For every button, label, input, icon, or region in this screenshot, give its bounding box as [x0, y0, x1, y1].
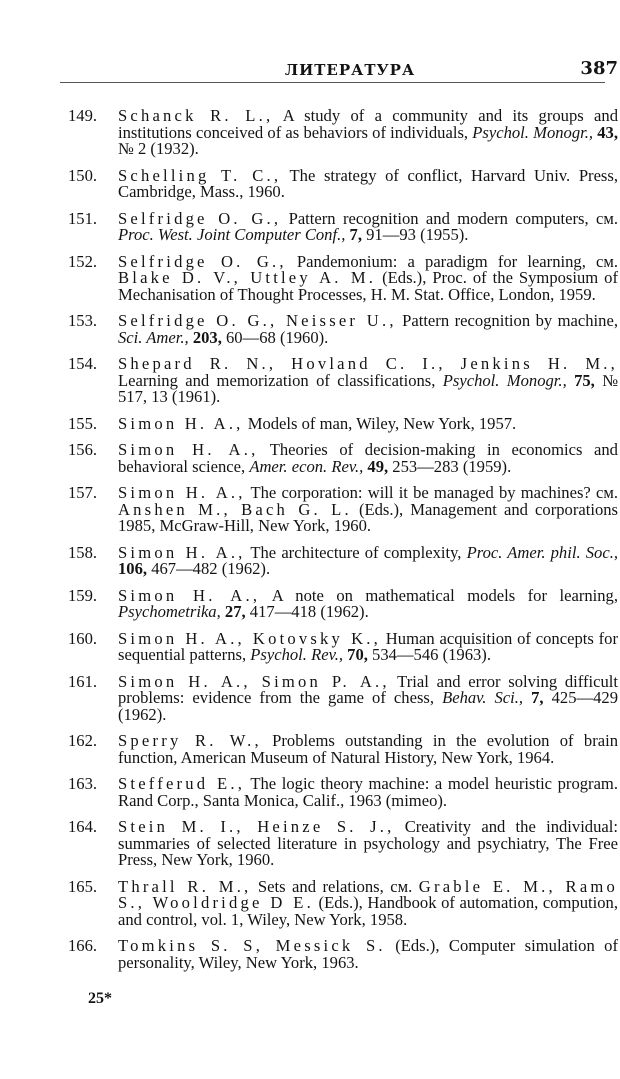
reference-151: [68, 208, 618, 244]
reference-text: The logic theory machine: a model heuristic program. Rand Corp., Santa Monica, Calif., 1963 (mimeo).: [118, 774, 618, 810]
reference-150: [68, 165, 618, 201]
reference-tail: № 517, 13 (1961).: [118, 370, 619, 406]
reference-text: Trial and error solving difficult problems: evidence from the game of chess,: [118, 671, 618, 707]
reference-volume: 106,: [118, 559, 148, 578]
reference-author: Selfridge O. G.,: [118, 208, 282, 228]
reference-155: [68, 413, 618, 433]
reference-number: 153.: [68, 311, 98, 330]
reference-author: Thrall R. M.,: [118, 876, 252, 896]
reference-text: (Eds.), Computer simulation of personality, Wiley, New York, 1963.: [118, 936, 618, 972]
reference-number: 152.: [68, 251, 98, 271]
reference-source: Proc. West. Joint Computer Conf.,: [118, 225, 346, 244]
reference-164: [68, 819, 618, 869]
reference-author: Simon H. A.,: [118, 542, 246, 562]
reference-tail: 467—482 (1962).: [147, 559, 271, 578]
reference-author: Selfridge O. G., Neisser U.,: [118, 311, 397, 330]
reference-list: [68, 108, 618, 981]
reference-source: Proc. Amer. phil. Soc.,: [466, 542, 618, 562]
reference-text: Pattern recognition and modern computers, см.: [281, 208, 618, 228]
reference-volume: 27,: [220, 602, 246, 621]
reference-tail: 91—93 (1955).: [361, 225, 469, 244]
reference-number: 154.: [68, 354, 98, 373]
reference-source: Psychol. Monogr.,: [442, 370, 567, 390]
header-title: ЛИТЕРАТУРА: [284, 61, 416, 79]
running-header: [60, 58, 620, 88]
reference-author: Shepard R. N., Hovland C. I., Jenkins H. M.,: [118, 354, 618, 373]
reference-author: Simon H. A., Kotovsky K.,: [118, 628, 381, 648]
reference-source: Sci. Amer.,: [118, 327, 189, 347]
reference-author: Sperry R. W.,: [118, 731, 262, 750]
reference-160: [68, 628, 618, 664]
reference-author: Simon H. A.,: [118, 440, 259, 459]
reference-number: 155.: [68, 413, 98, 433]
reference-number: 151.: [68, 208, 98, 228]
reference-154: [68, 356, 618, 406]
reference-volume: 7,: [523, 688, 544, 707]
reference-number: 160.: [68, 628, 98, 648]
reference-number: 163.: [68, 774, 98, 793]
reference-source: Behav. Sci.,: [442, 688, 524, 707]
reference-tail: № 2 (1932).: [118, 139, 199, 158]
reference-author: Simon H. A.,: [118, 483, 246, 502]
reference-text: Human acquisition of concepts for sequential patterns,: [118, 628, 618, 664]
reference-author: Simon H. A., Simon P. A.,: [118, 671, 390, 691]
reference-159: [68, 585, 618, 621]
reference-editors: Blake D. V., Uttley A. M.: [118, 268, 377, 287]
reference-number: 166.: [68, 936, 98, 955]
reference-text: Problems outstanding in the evolution of brain function, American Museum of Natural History, New York, 1964.: [118, 731, 618, 767]
reference-editors: Grable E. M., Ramo S., Wooldridge D E.: [118, 876, 618, 912]
reference-text: A study of a community and its groups and institutions conceived of as behaviors of individuals,: [118, 106, 618, 142]
reference-text: Sets and relations, см.: [251, 876, 419, 896]
reference-text: Pandemonium: a paradigm for learning, см.: [286, 251, 618, 271]
reference-text: Learning and memorization of classifications,: [118, 370, 443, 390]
reference-number: 158.: [68, 542, 98, 562]
reference-author: Stein M. I., Heinze S. J.,: [118, 817, 395, 836]
reference-volume: 49,: [363, 456, 389, 476]
reference-volume: 43,: [593, 122, 618, 142]
reference-author: Schanck R. L.,: [118, 106, 274, 125]
reference-number: 162.: [68, 731, 98, 750]
reference-text: Pattern recognition by machine,: [396, 311, 618, 330]
reference-tail: 425—429 (1962).: [118, 688, 618, 724]
reference-161: [68, 671, 618, 724]
header-rule: [60, 82, 605, 83]
reference-165: [68, 876, 618, 929]
reference-number: 149.: [68, 106, 98, 125]
reference-number: 157.: [68, 483, 98, 502]
reference-number: 156.: [68, 440, 98, 459]
reference-tail: 60—68 (1960).: [221, 327, 329, 347]
reference-number: 161.: [68, 671, 98, 691]
reference-volume: 7,: [345, 225, 362, 244]
reference-text-continued: (Eds.), Management and corporations 1985, McGraw-Hill, New York, 1960.: [118, 499, 618, 535]
reference-text: The architecture of complexity,: [245, 542, 467, 562]
reference-number: 150.: [68, 165, 98, 185]
reference-text-continued: (Eds.), Proc. of the Symposium of Mechanisation of Thought Processes, H. M. Stat. Office, London, 1959.: [118, 268, 618, 304]
reference-156: [68, 442, 618, 475]
reference-157: [68, 485, 618, 535]
reference-author: Stefferud E.,: [118, 774, 246, 793]
reference-author: Schelling T. C.,: [118, 165, 282, 185]
printer-signature-mark: 25*: [88, 990, 112, 1007]
reference-author: Selfridge O. G.,: [118, 251, 287, 271]
reference-editors: Anshen M., Bach G. L.: [118, 499, 352, 519]
reference-tail: 417—418 (1962).: [245, 602, 369, 621]
reference-tail: 534—546 (1963).: [367, 645, 491, 664]
reference-number: 164.: [68, 817, 98, 836]
reference-153: [68, 313, 618, 346]
reference-166: [68, 938, 618, 971]
page-number: 387: [580, 58, 618, 79]
reference-149: [68, 108, 618, 158]
reference-source: Psychometrika,: [118, 602, 221, 621]
reference-source: Amer. econ. Rev.,: [249, 456, 364, 476]
reference-source: Psychol. Rev.,: [250, 645, 344, 664]
reference-author: Tomkins S. S, Messick S.: [118, 936, 386, 955]
reference-tail: 253—283 (1959).: [388, 456, 512, 476]
reference-158: [68, 542, 618, 578]
reference-162: [68, 733, 618, 766]
reference-text: Creativity and the individual: summaries of selected literature in psychology and psychiatry, The Free Press, New York, 1960.: [118, 817, 618, 869]
reference-number: 159.: [68, 585, 98, 605]
reference-163: [68, 776, 618, 809]
reference-text: The strategy of conflict, Harvard Univ. Press, Cambridge, Mass., 1960.: [118, 165, 618, 201]
reference-author: Simon H. A.,: [118, 585, 261, 605]
reference-volume: 70,: [343, 645, 368, 664]
reference-text: Theories of decision-making in economics and behavioral science,: [118, 440, 618, 476]
reference-text: The corporation: will it be managed by machines? см.: [245, 483, 618, 502]
reference-text: A note on mathematical models for learning,: [260, 585, 618, 605]
reference-152: [68, 251, 618, 304]
reference-author: Simon H. A.,: [118, 413, 244, 433]
reference-text-continued: (Eds.), Handbook of automation, compution, and control, vol. 1, Wiley, New York, 1958.: [118, 893, 618, 929]
reference-volume: 203,: [188, 327, 222, 347]
reference-number: 165.: [68, 876, 98, 896]
reference-source: Psychol. Monogr.,: [472, 122, 594, 142]
reference-text: Models of man, Wiley, New York, 1957.: [243, 413, 517, 433]
reference-volume: 75,: [566, 370, 595, 390]
